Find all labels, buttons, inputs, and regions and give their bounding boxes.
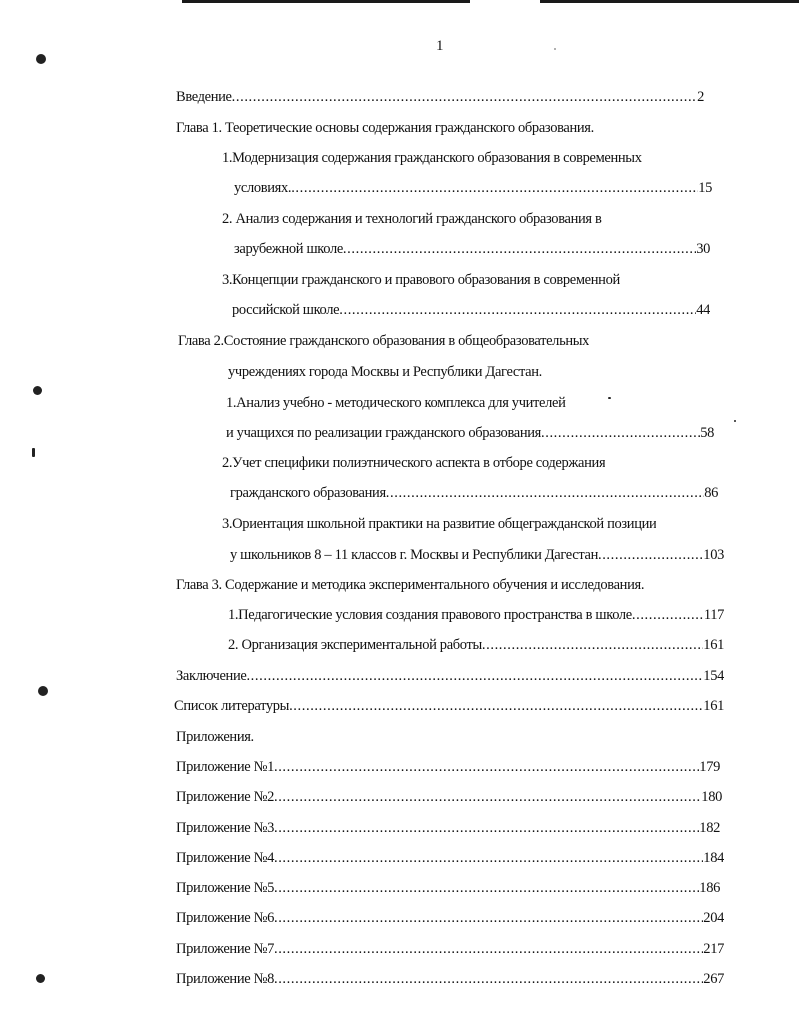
dot-leader xyxy=(232,86,697,108)
toc-entry-label: Приложение №3 xyxy=(176,820,274,836)
chapter-2-title-line1: Глава 2.Состояние гражданского образования в общеобразовательных xyxy=(178,333,590,349)
toc-entry-label: зарубежной школе xyxy=(234,241,343,257)
dot-leader xyxy=(274,786,701,808)
toc-entry-label: Приложение №6 xyxy=(176,910,274,926)
binder-hole-mark xyxy=(38,686,48,696)
toc-entry-page: 184 xyxy=(703,850,724,866)
dot-leader xyxy=(386,482,704,504)
toc-entry-page: 186 xyxy=(699,880,720,896)
dot-leader xyxy=(598,544,703,566)
dot-leader xyxy=(274,847,703,869)
toc-entry-page: 86 xyxy=(704,485,718,501)
toc-item-line1: 1.Модернизация содержания гражданского образования в современных xyxy=(222,150,642,166)
toc-entry-appendix xyxy=(176,968,724,990)
dot-leader xyxy=(291,177,698,199)
binder-hole-mark xyxy=(32,448,35,457)
dot-leader xyxy=(274,817,699,839)
toc-item-line1: 2.Учет специфики полиэтнического аспекта в отборе содержания xyxy=(222,455,606,471)
toc-entry-page: 179 xyxy=(699,759,720,775)
toc-item-line2 xyxy=(230,482,718,504)
toc-entry-label: Список литературы xyxy=(174,698,290,714)
dot-leader xyxy=(274,968,703,990)
toc-entry-page: 15 xyxy=(698,180,712,196)
dot-leader xyxy=(343,238,696,260)
toc-entry-page: 161 xyxy=(703,698,724,714)
binder-hole-mark xyxy=(36,54,46,64)
toc-entry-page: 267 xyxy=(703,971,724,987)
toc-entry-label: Введение xyxy=(176,89,232,105)
toc-entry-label: Заключение xyxy=(176,668,247,684)
dot-leader xyxy=(632,604,704,626)
chapter-3-title: Глава 3. Содержание и методика экспериментального обучения и исследования. xyxy=(176,577,645,593)
toc-item-line2 xyxy=(234,177,712,199)
toc-item-line2 xyxy=(232,299,710,321)
toc-entry-label: условиях. xyxy=(234,180,292,196)
toc-entry-page: 117 xyxy=(703,607,724,623)
toc-item-line1: 3.Концепции гражданского и правового образования в современной xyxy=(222,272,620,288)
toc-entry-page: 217 xyxy=(703,941,724,957)
dot-leader xyxy=(246,665,703,687)
toc-item-line2 xyxy=(230,544,724,566)
page-number: 1 xyxy=(436,38,444,54)
dot-leader xyxy=(274,756,699,778)
dot-leader xyxy=(339,299,696,321)
toc-entry-appendix xyxy=(176,847,724,869)
chapter-1-title: Глава 1. Теоретические основы содержания гражданского образования. xyxy=(176,120,594,136)
chapter-2-title-line2: учреждениях города Москвы и Республики Дагестан. xyxy=(228,364,542,380)
toc-entry-page: 44 xyxy=(696,302,710,318)
toc-entry-introduction xyxy=(176,86,704,108)
toc-entry-page: 154 xyxy=(703,668,724,684)
dot-leader xyxy=(274,877,699,899)
dot-leader xyxy=(541,422,700,444)
toc-entry-appendix xyxy=(176,938,724,960)
dot-leader xyxy=(289,695,703,717)
toc-entry-page: 2 xyxy=(697,89,704,105)
toc-entry-label: Приложение №2 xyxy=(176,789,274,805)
toc-entry-page: 103 xyxy=(703,547,724,563)
scan-top-edge-gap xyxy=(470,0,540,3)
toc-entry-page: 204 xyxy=(703,910,724,926)
toc-entry-appendix xyxy=(176,786,722,808)
scan-speck xyxy=(608,397,611,399)
toc-entry-label: 2. Организация экспериментальной работы xyxy=(228,637,482,653)
toc-entry-appendix xyxy=(176,817,720,839)
scan-speck xyxy=(554,48,556,50)
binder-hole-mark xyxy=(36,974,45,983)
dot-leader xyxy=(274,938,703,960)
dot-leader xyxy=(274,907,703,929)
toc-entry-page: 30 xyxy=(696,241,710,257)
toc-entry-label: Приложение №5 xyxy=(176,880,274,896)
toc-entry-page: 58 xyxy=(700,425,714,441)
toc-entry-label: гражданского образования xyxy=(230,485,386,501)
toc-entry-page: 161 xyxy=(703,637,724,653)
toc-entry-appendix xyxy=(176,756,720,778)
toc-entry-conclusion xyxy=(176,665,724,687)
toc-entry-label: Приложение №7 xyxy=(176,941,274,957)
toc-entry-page: 180 xyxy=(701,789,722,805)
binder-hole-mark xyxy=(33,386,42,395)
toc-item xyxy=(228,634,724,656)
toc-entry-page: 182 xyxy=(699,820,720,836)
toc-item-line1: 1.Анализ учебно - методического комплекса для учителей xyxy=(226,395,566,411)
toc-entry-label: и учащихся по реализации гражданского образования xyxy=(226,425,541,441)
toc-item-line2 xyxy=(226,422,714,444)
toc-entry-label: Приложение №8 xyxy=(176,971,274,987)
toc-item xyxy=(228,604,724,626)
toc-item-line2 xyxy=(234,238,710,260)
toc-entry-label: Приложение №4 xyxy=(176,850,274,866)
toc-item-line1: 3.Ориентация школьной практики на развитие общегражданской позиции xyxy=(222,516,657,532)
toc-entry-label: у школьников 8 – 11 классов г. Москвы и Республики Дагестан xyxy=(230,547,598,563)
dot-leader xyxy=(482,634,703,656)
appendices-heading: Приложения. xyxy=(176,729,254,745)
toc-entry-label: российской школе xyxy=(232,302,340,318)
toc-entry-appendix xyxy=(176,877,720,899)
toc-entry-label: 1.Педагогические условия создания правового пространства в школе xyxy=(228,607,632,623)
toc-entry-label: Приложение №1 xyxy=(176,759,274,775)
scan-speck xyxy=(734,420,736,422)
toc-entry-bibliography xyxy=(174,695,724,717)
toc-item-line1: 2. Анализ содержания и технологий гражданского образования в xyxy=(222,211,602,227)
toc-entry-appendix xyxy=(176,907,724,929)
